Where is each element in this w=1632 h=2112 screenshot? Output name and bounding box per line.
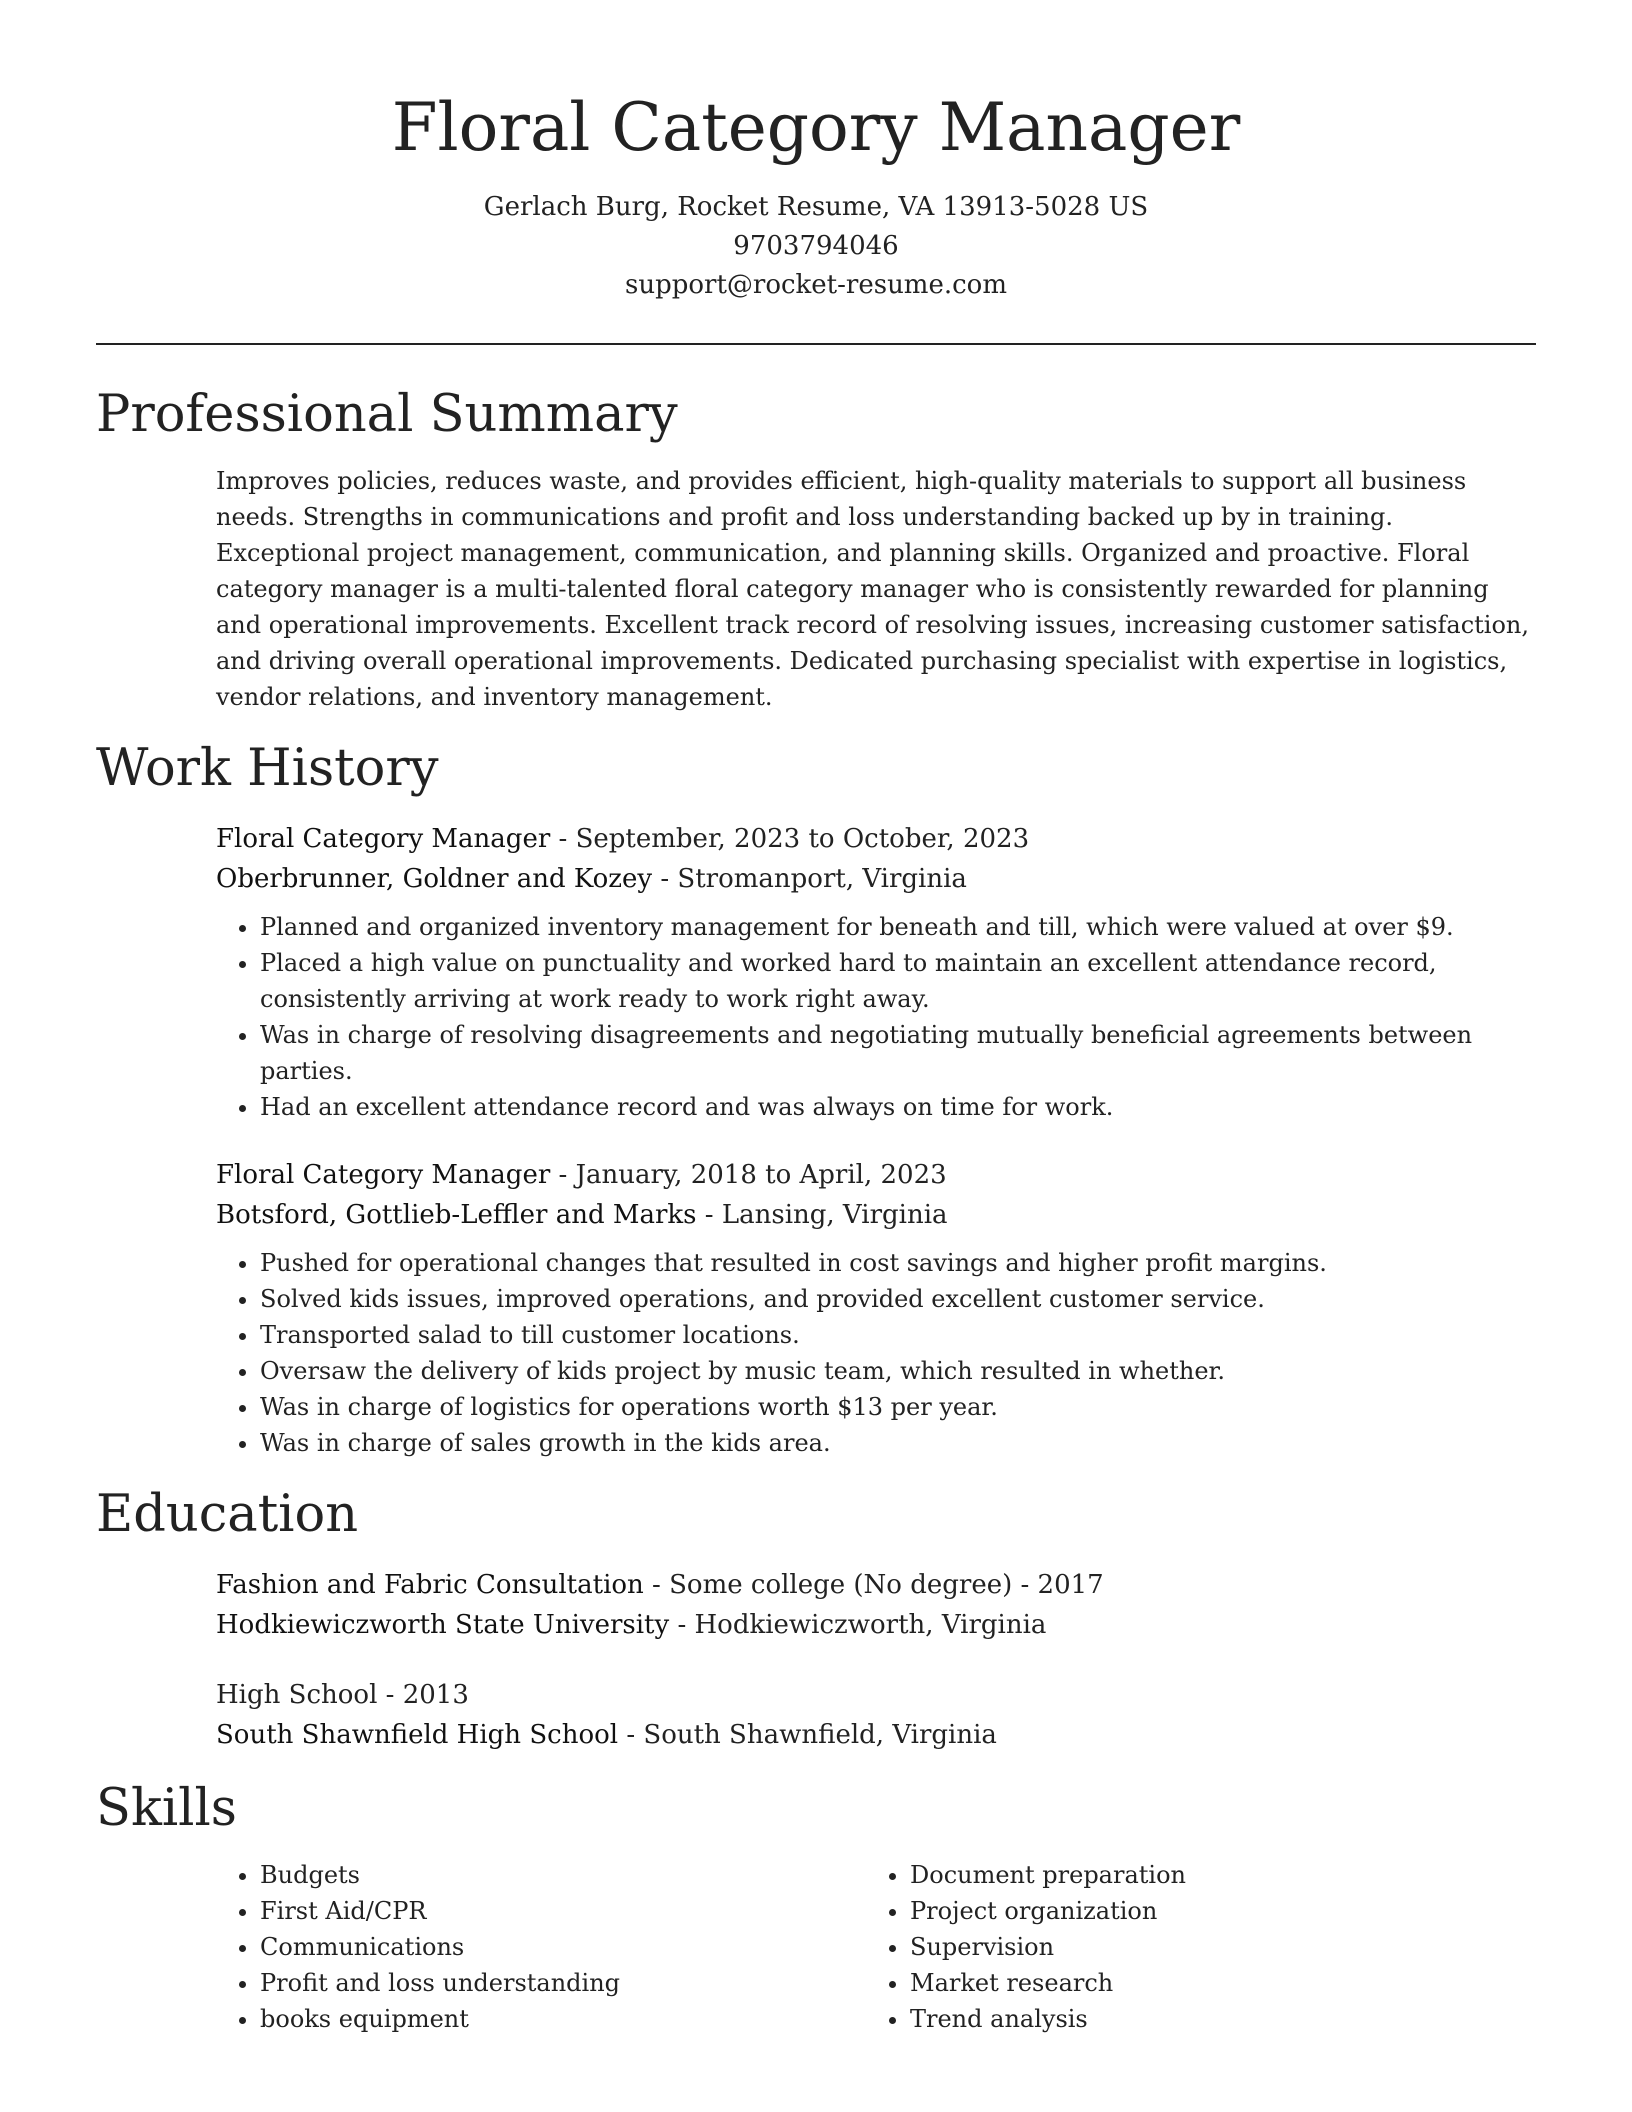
skill-item: • Project organization — [910, 1893, 1516, 1929]
education-section — [96, 1483, 1536, 1755]
job-dates: - September, 2023 to October, 2023 — [550, 824, 1030, 854]
list-item: • Planned and organized inventory management for beneath and till, which were valued at over $9. — [260, 909, 1536, 945]
work-section — [96, 737, 1536, 1461]
list-item: • Placed a high value on punctuality and worked hard to maintain an excellent attendance record, consistently arriving at work ready to work right away. — [260, 945, 1536, 1017]
job-title-line — [216, 1155, 1536, 1195]
job-dates: - January, 2018 to April, 2023 — [550, 1160, 947, 1190]
work-title: Work History — [96, 739, 439, 798]
skills-title: Skills — [96, 1779, 237, 1838]
skill-item: • Profit and loss understanding — [260, 1965, 866, 2001]
education-school: Hodkiewiczworth State University — [216, 1610, 670, 1640]
job-position: Floral Category Manager — [216, 824, 551, 854]
skills-list — [216, 1857, 866, 2037]
job-entry — [96, 1155, 1536, 1461]
education-location: - Hodkiewiczworth, Virginia — [669, 1610, 1047, 1640]
education-field: Fashion and Fabric Consultation — [216, 1570, 644, 1600]
skill-item: • Market research — [910, 1965, 1516, 2001]
list-item: • Had an excellent attendance record and was always on time for work. — [260, 1089, 1536, 1125]
list-item: • Solved kids issues, improved operations, and provided excellent customer service. — [260, 1281, 1536, 1317]
summary-text: Improves policies, reduces waste, and provides efficient, high-quality materials to support all business needs. Strengths in communications and profit and loss understanding backed up by in training. Exceptional project management, communication, and planning skills. Organized and proactive. Floral category manager is a multi-talented floral category manager who is consistently rewarded for planning and operational improvements. Excellent track record of resolving issues, increasing customer satisfaction, and driving overall operational improvements. Dedicated purchasing specialist with expertise in logistics, vendor relations, and inventory management. — [216, 467, 1529, 711]
education-degree-line — [216, 1675, 1536, 1715]
skills-list — [866, 1857, 1516, 2037]
address: Gerlach Burg, Rocket Resume, VA 13913-5028 US — [483, 192, 1149, 222]
list-item: • Transported salad to till customer locations. — [260, 1317, 1536, 1353]
skill-item: • books equipment — [260, 2001, 866, 2037]
education-entry — [96, 1675, 1536, 1755]
job-bullets — [216, 909, 1536, 1125]
skill-item: • Document preparation — [910, 1857, 1516, 1893]
email: support@rocket-resume.com — [624, 270, 1007, 300]
job-location: - Stromanport, Virginia — [652, 864, 967, 894]
skills-column-right — [866, 1857, 1516, 2037]
job-company: Botsford, Gottlieb-Leffler and Marks — [216, 1200, 697, 1230]
skill-item: • Supervision — [910, 1929, 1516, 1965]
summary-title: Professional Summary — [96, 385, 678, 444]
job-company-line — [216, 1195, 1536, 1235]
education-school-line — [216, 1605, 1536, 1645]
skill-item: • First Aid/CPR — [260, 1893, 866, 1929]
skill-item: • Communications — [260, 1929, 866, 1965]
resume-page — [96, 0, 1536, 2037]
education-location: - South Shawnfield, Virginia — [618, 1720, 997, 1750]
job-company: Oberbrunner, Goldner and Kozey — [216, 864, 653, 894]
resume-name: Floral Category Manager — [391, 89, 1241, 166]
list-item: • Was in charge of sales growth in the kids area. — [260, 1425, 1536, 1461]
education-school: South Shawnfield High School — [216, 1720, 619, 1750]
education-title: Education — [96, 1485, 359, 1544]
education-degree-line — [216, 1565, 1536, 1605]
skills-grid — [216, 1857, 1536, 2037]
education-details: - Some college (No degree) - 2017 — [643, 1570, 1104, 1600]
list-item: • Oversaw the delivery of kids project by music team, which resulted in whether. — [260, 1353, 1536, 1389]
skills-section — [96, 1777, 1536, 2037]
skill-item: • Trend analysis — [910, 2001, 1516, 2037]
summary-section — [96, 383, 1536, 715]
list-item: • Was in charge of resolving disagreements and negotiating mutually beneficial agreements between parties. — [260, 1017, 1536, 1089]
phone: 9703794046 — [733, 231, 899, 261]
education-entry — [96, 1565, 1536, 1645]
education-school-line — [216, 1715, 1536, 1755]
job-position: Floral Category Manager — [216, 1160, 551, 1190]
list-item: • Pushed for operational changes that resulted in cost savings and higher profit margins. — [260, 1245, 1536, 1281]
job-location: - Lansing, Virginia — [696, 1200, 948, 1230]
list-item: • Was in charge of logistics for operations worth $13 per year. — [260, 1389, 1536, 1425]
skills-column-left — [216, 1857, 866, 2037]
job-company-line — [216, 859, 1536, 899]
education-field: High School - 2013 — [216, 1680, 469, 1710]
resume-header — [96, 0, 1536, 305]
job-title-line — [216, 819, 1536, 859]
skill-item: • Budgets — [260, 1857, 866, 1893]
job-bullets — [216, 1245, 1536, 1461]
job-entry — [96, 819, 1536, 1125]
header-divider — [96, 343, 1536, 345]
